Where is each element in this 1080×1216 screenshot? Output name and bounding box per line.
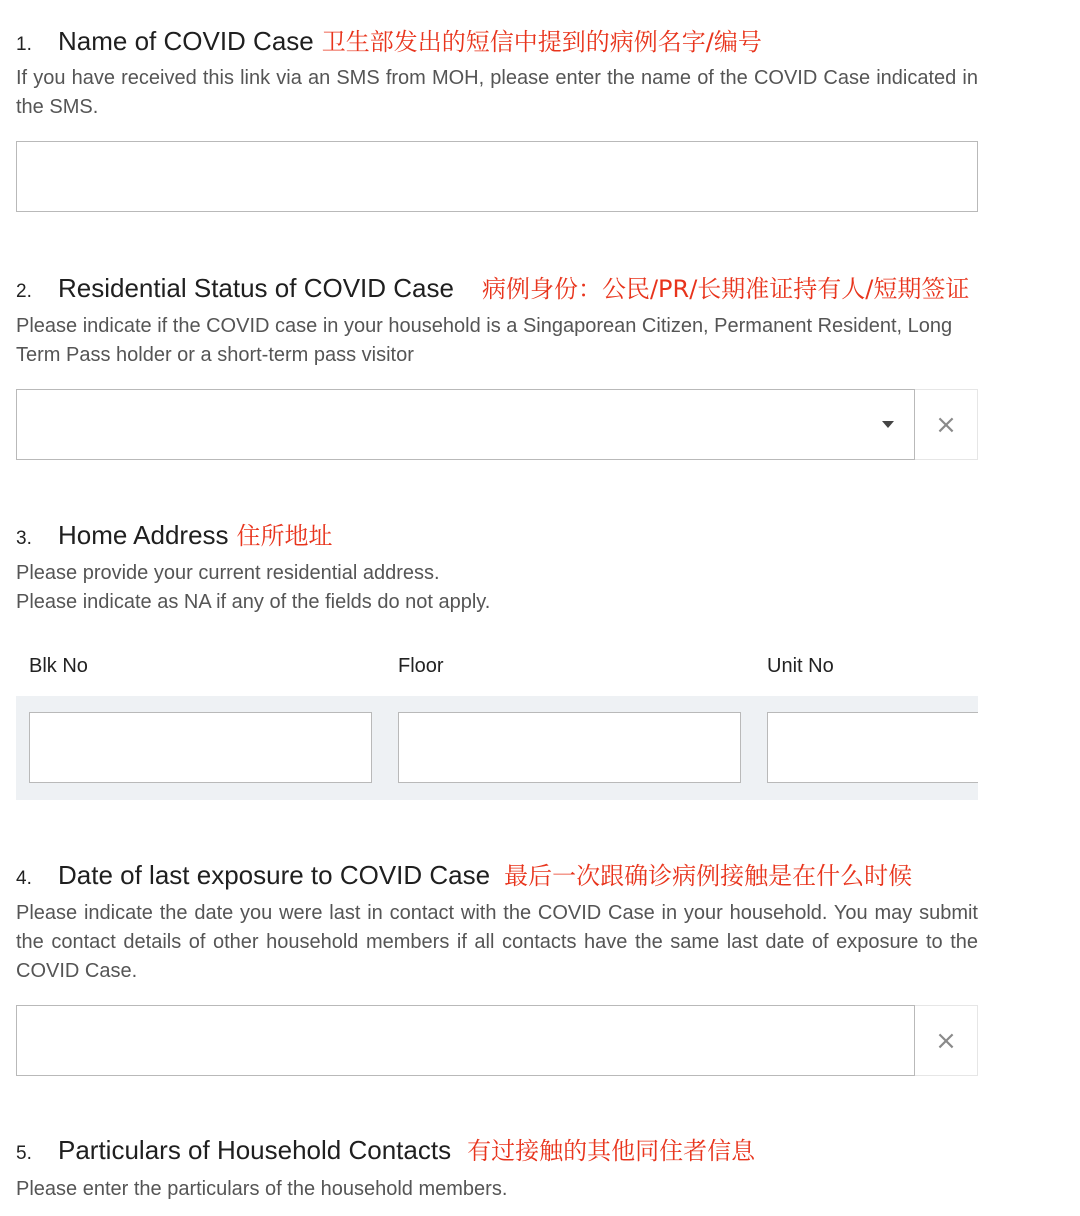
last-exposure-date-clear-button[interactable] — [915, 1005, 978, 1076]
q3-description-line-2: Please indicate as NA if any of the fields do not apply. — [16, 591, 491, 613]
q1-description: If you have received this link via an SMS from MOH, please enter the name of the COVID Case indicated in the SMS. — [16, 67, 978, 118]
q2-title-row — [16, 269, 969, 304]
q2-number: 2. — [16, 281, 32, 302]
close-icon: × — [935, 1025, 957, 1056]
q4-number: 4. — [16, 868, 32, 889]
q2-title: Residential Status of COVID Case — [58, 273, 454, 303]
q3-title: Home Address — [58, 520, 229, 550]
q4-description: Please indicate the date you were last in contact with the COVID Case in your household. You may submit the contact details of other household members if all contacts have the same last date of exposure to the COVID Case. — [16, 902, 978, 982]
q4-title-chinese: 最后一次跟确诊病例接触是在什么时候 — [504, 862, 913, 890]
unit-no-label: Unit No — [767, 655, 834, 677]
q5-title-chinese: 有过接触的其他同住者信息 — [467, 1137, 756, 1165]
q3-number: 3. — [16, 528, 32, 549]
q5-title-row — [16, 1131, 755, 1166]
q1-title: Name of COVID Case — [58, 26, 314, 56]
q4-title: Date of last exposure to COVID Case — [58, 860, 491, 890]
q4-title-row — [16, 856, 912, 891]
floor-input[interactable] — [398, 712, 741, 783]
last-exposure-date-input[interactable] — [16, 1005, 915, 1076]
q3-title-chinese: 住所地址 — [236, 522, 333, 550]
unit-no-input[interactable] — [767, 712, 978, 783]
q1-title-row — [16, 22, 762, 57]
q1-title-chinese: 卫生部发出的短信中提到的病例名字/编号 — [321, 28, 762, 56]
q3-description-line-1: Please provide your current residential address. — [16, 562, 440, 584]
blk-no-label: Blk No — [29, 655, 88, 677]
close-icon: × — [935, 409, 957, 440]
q2-title-chinese: 病例身份：公民/PR/长期准证持有人/短期签证 — [481, 275, 970, 303]
q3-title-row — [16, 516, 333, 551]
blk-no-input[interactable] — [29, 712, 372, 783]
q1-number: 1. — [16, 34, 32, 55]
q3-description — [16, 559, 978, 617]
q5-title: Particulars of Household Contacts — [58, 1135, 452, 1165]
q2-description: Please indicate if the COVID case in your household is a Singaporean Citizen, Permanent Resident, Long Term Pass holder or a short-term pass visitor — [16, 315, 953, 366]
residential-status-clear-button[interactable] — [915, 389, 978, 460]
chevron-down-icon[interactable] — [882, 421, 894, 428]
address-fields-row — [16, 696, 978, 800]
q5-description: Please enter the particulars of the household members. — [16, 1178, 508, 1200]
residential-status-select[interactable] — [16, 389, 915, 460]
q5-number: 5. — [16, 1143, 32, 1164]
covid-case-name-input[interactable] — [16, 141, 978, 212]
floor-label: Floor — [398, 655, 444, 677]
